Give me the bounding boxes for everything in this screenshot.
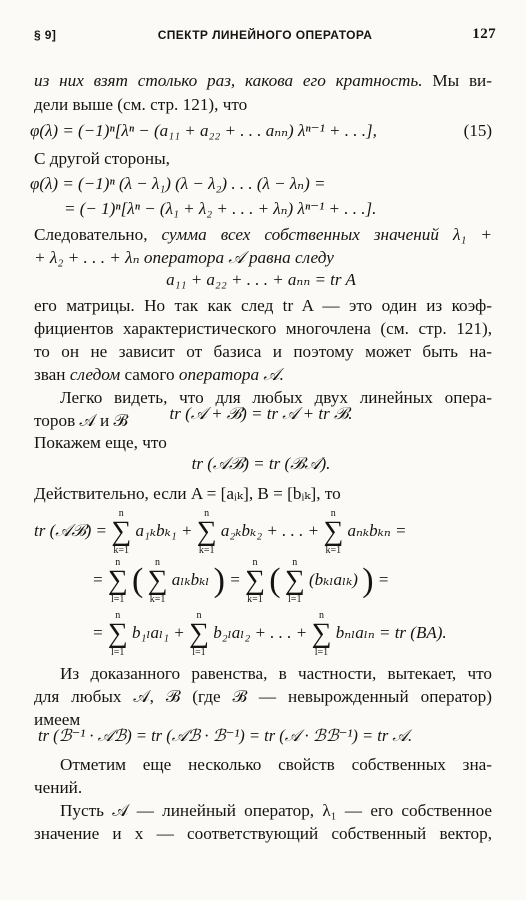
sum-symbol: n ∑ k=1 xyxy=(323,508,344,556)
text-line: Покажем еще, что xyxy=(34,433,167,452)
sum-symbol: n ∑ l=1 xyxy=(311,610,332,658)
sum-symbol: n ∑ k=1 xyxy=(196,508,217,556)
text-line: Из доказанного равенства, в частности, вытекает, что xyxy=(60,664,492,683)
italic-phrase: сумма всех собственных значений λ₁ + xyxy=(161,225,492,244)
math-text: b₁ₗaₗ₁ + xyxy=(131,622,185,642)
equation-15 xyxy=(30,119,492,143)
math-text: bₙₗaₗₙ = tr (BA). xyxy=(335,622,447,642)
text-line xyxy=(34,245,492,270)
math-text: = xyxy=(92,569,104,589)
text-line: его матрицы. Но так как след tr A — это один из коэф- xyxy=(34,296,492,315)
math-text: tr (𝒜ℬ) = xyxy=(34,520,107,540)
sum-symbol: n ∑ k=1 xyxy=(111,508,132,556)
text-line: торов 𝒜 и ℬ xyxy=(34,411,128,430)
sum-symbol: n ∑ l=1 xyxy=(284,557,305,605)
text-line: имеем xyxy=(34,710,81,729)
text-line: фициентов характеристического многочлена (см. стр. 121), xyxy=(34,319,492,338)
equation-trace: a₁₁ + a₂₂ + . . . + aₙₙ = tr A xyxy=(166,270,356,289)
text-line: Действительно, если A = [aᵢₖ], B = [bᵢₖ], то xyxy=(34,484,341,503)
equation-similarity-trace: tr (ℬ⁻¹ · 𝒜ℬ) = tr (𝒜ℬ · ℬ⁻¹) = tr (𝒜 · ℬℬ⁻¹) = tr 𝒜. xyxy=(38,726,413,745)
equation-charpoly-cont: = (− 1)ⁿ[λⁿ − (λ₁ + λ₂ + . . . + λₙ) λⁿ⁻¹ + . . .]. xyxy=(64,199,377,218)
math-text: (bₖₗaₗₖ) xyxy=(308,569,358,589)
open-paren: ( xyxy=(131,562,144,599)
equation-number: (15) xyxy=(463,121,492,140)
text-line: чений. xyxy=(34,778,83,797)
text-line: то он не зависит от базиса и поэтому может быть на- xyxy=(34,342,492,361)
text-line xyxy=(34,68,492,93)
sum-symbol: n ∑ l=1 xyxy=(189,610,209,658)
equation-trace-product: tr (𝒜ℬ) = tr (ℬ𝒜). xyxy=(191,454,331,473)
sum-symbol: n ∑ l=1 xyxy=(107,557,128,605)
text-line: значение и x — соответствующий собственный вектор, xyxy=(34,824,492,843)
text-line: Отметим еще несколько свойств собственных зна- xyxy=(60,755,492,774)
equation-trace-sum: tr (𝒜 + ℬ) = tr 𝒜 + tr ℬ. xyxy=(169,404,353,423)
text-span: Мы ви- xyxy=(422,71,492,90)
text-line: дели выше (см. стр. 121), что xyxy=(34,95,248,114)
text-span: Следовательно, xyxy=(34,225,162,244)
sum-symbol: n ∑ k=1 xyxy=(147,557,168,605)
math-text: b₂ₗaₗ₂ + . . . + xyxy=(213,622,308,642)
chapter-title: СПЕКТР ЛИНЕЙНОГО ОПЕРАТОРА xyxy=(157,28,373,42)
math-text: = xyxy=(377,569,390,589)
close-paren: ) xyxy=(213,562,225,599)
italic-phrase: оператора 𝒜. xyxy=(178,365,284,384)
italic-phrase: из них взят столько раз, какова его кратность. xyxy=(34,71,423,90)
sum-symbol: n ∑ l=1 xyxy=(107,610,128,658)
close-paren: ) xyxy=(362,562,374,599)
text-line: Пусть 𝒜 — линейный оператор, λ₁ — его собственное xyxy=(60,801,492,820)
text-line: С другой стороны, xyxy=(34,149,170,168)
sum-symbol: n ∑ k=1 xyxy=(244,557,265,605)
sum-equation-line-2 xyxy=(92,557,389,605)
math-text: = xyxy=(229,569,241,589)
page-number: 127 xyxy=(472,26,496,42)
italic-phrase: следом xyxy=(69,365,121,384)
equation-charpoly: φ(λ) = (−1)ⁿ (λ − λ₁) (λ − λ₂) . . . (λ − λₙ) = xyxy=(30,174,326,193)
italic-phrase: + λ₂ + . . . + λₙ оператора 𝒜 равна следу xyxy=(34,248,334,267)
sum-equation-line-1 xyxy=(34,508,406,556)
open-paren: ( xyxy=(269,562,281,599)
math-text: aₙₖbₖₙ = xyxy=(347,520,407,540)
text-line: для любых 𝒜, ℬ (где ℬ — невырожденный оператор) xyxy=(34,687,492,706)
math-text: a₁ₖbₖ₁ + xyxy=(135,520,193,540)
running-header xyxy=(34,26,496,46)
math-text: a₂ₖbₖ₂ + . . . + xyxy=(220,520,320,540)
sum-equation-line-3 xyxy=(92,610,447,658)
math-text: aₗₖbₖₗ xyxy=(171,569,210,589)
math-text: = xyxy=(92,622,104,642)
text-span: зван xyxy=(34,365,70,384)
text-span: самого xyxy=(120,365,179,384)
text-line xyxy=(34,222,492,247)
text-line xyxy=(34,362,492,387)
section-mark: § 9] xyxy=(34,28,57,42)
equation-body: φ(λ) = (−1)ⁿ[λⁿ − (a₁₁ + a₂₂ + . . . aₙₙ) λⁿ⁻¹ + . . .], xyxy=(30,121,377,140)
text-line: Легко видеть, что для любых двух линейных опера- xyxy=(60,388,492,407)
